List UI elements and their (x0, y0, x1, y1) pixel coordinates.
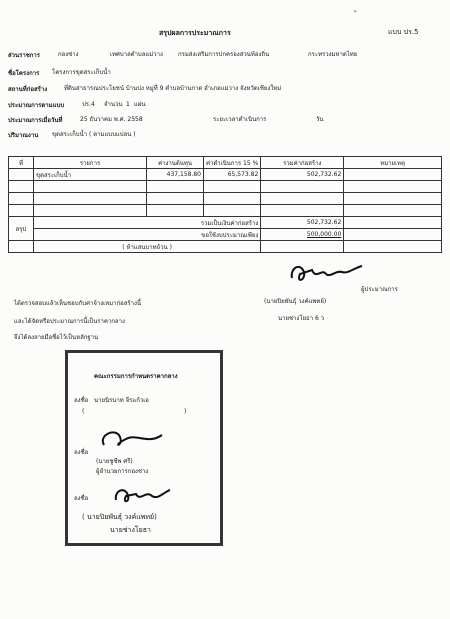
budget-value: 500,000.00 (261, 229, 344, 241)
amount-in-words: ( ห้าแสนบาทถ้วน ) (34, 241, 261, 253)
row-item: ขุดสระเก็บน้ำ (34, 169, 147, 181)
agency-value-1: กองช่าง (58, 51, 79, 58)
certify-line-1: ได้ตรวจสอบแล้วเห็นชอบกับค่าจ้างเหมาก่อสร้างนี้ (14, 300, 141, 307)
estimate-table (8, 156, 442, 253)
certify-line-2: และได้จัดหรือประมาณการนี้เป็นราคากลาง (14, 318, 125, 325)
date-label: ประมาณการเมื่อวันที่ (8, 117, 63, 124)
project-value: โครงการขุดสระเก็บน้ำ (52, 69, 111, 76)
col-item-header: รายการ (34, 157, 147, 169)
committee-member-2-signature (96, 425, 170, 451)
table-row (9, 169, 442, 181)
committee-member-1-open: ( (82, 408, 85, 415)
col-cost-header: ค่างานต้นทุน (147, 157, 204, 169)
agency-label: ส่วนราชการ (8, 52, 41, 59)
estimator-title: นายช่างโยธา 6 ว (278, 315, 325, 322)
row-no (9, 169, 34, 181)
form-code: แบบ ปร.5 (388, 28, 419, 36)
col-note-header: หมายเหตุ (344, 157, 442, 169)
count-label: จำนวน (104, 101, 123, 108)
period-label: ระยะเวลาดำเนินการ (213, 116, 267, 123)
form-value: ปร.4 (82, 101, 95, 108)
committee-member-1-close: ) (184, 408, 187, 415)
estimator-name: (นายปิยพันธุ์ วงค์แพทย์) (264, 298, 327, 305)
committee-member-2-name: (นายชูชีพ ศรี) (96, 458, 133, 465)
table-blank-row (9, 193, 442, 205)
committee-title: คณะกรรมการกำหนดราคากลาง (94, 373, 178, 380)
table-header-row (9, 157, 442, 169)
summary-label: สรุป (9, 217, 34, 241)
document-title: สรุปผลการประมาณการ (159, 29, 231, 37)
table-blank-row (9, 181, 442, 193)
location-label: สถานที่ก่อสร้าง (8, 86, 48, 93)
committee-member-2-title: ผู้อำนวยการกองช่าง (96, 468, 149, 475)
row-note (344, 169, 442, 181)
row-total: 502,732.62 (261, 169, 344, 181)
location-value: ที่ดินสาธารณประโยชน์ บ้านปง หมู่ที่ 9 ตำบลบ้านกาด อำเภอแม่วาง จังหวัดเชียงใหม่ (64, 85, 282, 92)
certify-line-3: จึงได้ลงลายมือชื่อไว้เป็นหลักฐาน (14, 334, 99, 341)
summary-budget-row (9, 229, 442, 241)
sheet-unit: แผ่น (134, 101, 146, 108)
committee-member-3-title: นายช่างโยธา (110, 526, 151, 534)
summary-total-row (9, 217, 442, 229)
row-cost: 437,158.80 (147, 169, 204, 181)
col-op-header: ค่าดำเนินการ 15 % (204, 157, 261, 169)
col-total-header: รวมค่าก่อสร้าง (261, 157, 344, 169)
agency-value-4: กระทรวงมหาดไทย (308, 51, 358, 58)
table-blank-row (9, 205, 442, 217)
period-unit: วัน (316, 116, 324, 123)
total-label: รวมเป็นเงินค่าก่อสร้าง (34, 217, 261, 229)
estimator-role: ผู้ประมาณการ (361, 286, 398, 293)
count-value: 1 (126, 101, 130, 108)
row-op: 65,573.82 (204, 169, 261, 181)
committee-sign-label-2: ลงชื่อ (74, 449, 89, 456)
col-no-header: ที่ (9, 157, 34, 169)
budget-label: ขอใช้งบประมาณเพียง (34, 229, 261, 241)
agency-value-3: กรมส่งเสริมการปกครองส่วนท้องถิ่น (178, 51, 270, 58)
agency-value-2: เทศบาลตำบลแม่วาง (110, 51, 163, 58)
corner-mark: " (354, 10, 357, 17)
committee-member-1-name: นายนิรนาท จีรแก้วเอ (94, 397, 149, 404)
volume-value: ขุดสระเก็บน้ำ ( ตามแบบแปลน ) (52, 131, 136, 138)
committee-member-3-signature (112, 484, 172, 506)
committee-sign-label-3: ลงชื่อ (74, 495, 89, 502)
committee-sign-label-1: ลงชื่อ (74, 397, 89, 404)
committee-member-3-name: ( นายปิยพันธุ์ วงค์แพทย์) (82, 513, 157, 521)
estimator-signature (286, 260, 370, 288)
date-value: 25 ธันวาคม พ.ศ. 2558 (80, 116, 143, 123)
project-label: ชื่อโครงการ (8, 70, 40, 77)
form-label: ประมาณการตามแบบ (8, 102, 65, 109)
volume-label: ปริมาณงาน (8, 132, 39, 139)
total-value: 502,732.62 (261, 217, 344, 229)
summary-words-row (9, 241, 442, 253)
